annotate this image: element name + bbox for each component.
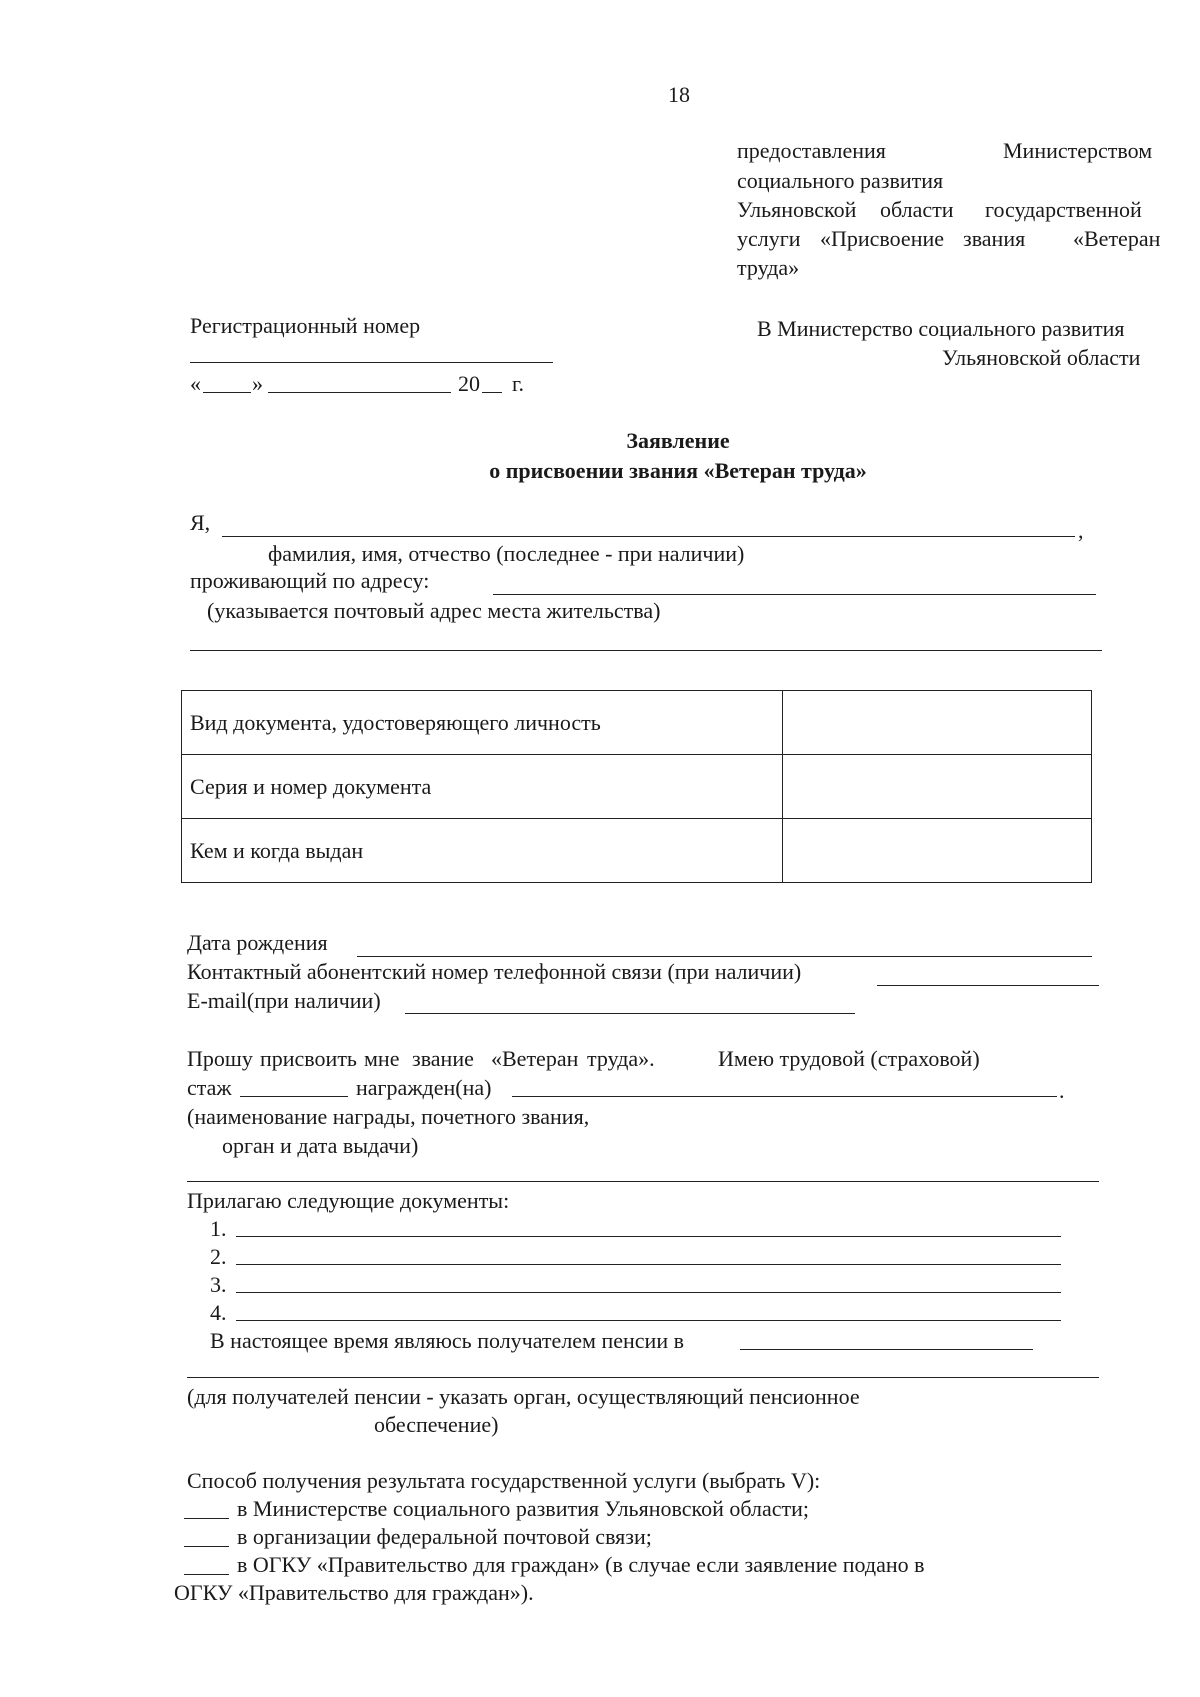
header-line4-c: звания: [963, 226, 1026, 251]
email-field[interactable]: [405, 1013, 855, 1014]
phone-label: Контактный абонентский номер телефонной связи (при наличии): [187, 959, 802, 984]
attachment-number: 2.: [210, 1244, 227, 1269]
id-doc-issued-value[interactable]: [783, 819, 1092, 883]
request-word-5: «Ветеран: [491, 1046, 579, 1071]
pension-field-continued[interactable]: [187, 1377, 1099, 1378]
addressee-line1: В Министерство социального развития: [757, 316, 1125, 341]
year-suffix: г.: [512, 371, 525, 396]
table-row: [182, 755, 1092, 819]
request-word-2: присвоить: [260, 1046, 357, 1071]
header-line3-left: Ульяновской: [737, 197, 857, 222]
delivery-option-3-continued: ОГКУ «Правительство для граждан»).: [174, 1580, 534, 1605]
award-hint-2: орган и дата выдачи): [222, 1133, 419, 1158]
award-hint-1: (наименование награды, почетного звания,: [187, 1104, 590, 1129]
attachments-label: Прилагаю следующие документы:: [187, 1188, 510, 1213]
stazh-field[interactable]: [240, 1096, 348, 1097]
attachment-number: 3.: [210, 1272, 227, 1297]
header-line4-a: услуги: [737, 226, 801, 251]
request-word-3: мне: [364, 1046, 400, 1071]
delivery-option-1: в Министерстве социального развития Ульяновской области;: [237, 1496, 809, 1521]
address-label: проживающий по адресу:: [190, 568, 430, 593]
header-line4-d: «Ветеран: [1073, 226, 1161, 251]
header-line1-left: предоставления: [737, 138, 886, 163]
delivery-label: Способ получения результата государственной услуги (выбрать V):: [187, 1468, 821, 1493]
page-number: 18: [668, 82, 690, 107]
attachment-number: 1.: [210, 1216, 227, 1241]
registration-number-field[interactable]: [190, 362, 553, 363]
attachment-field-1[interactable]: [236, 1236, 1061, 1237]
pension-hint-2: обеспечение): [374, 1412, 499, 1437]
header-line3-mid: области: [880, 197, 954, 222]
email-label: E-mail(при наличии): [187, 988, 381, 1013]
address-field-continued[interactable]: [190, 650, 1102, 651]
applicant-i-label: Я,: [190, 510, 211, 535]
phone-field[interactable]: [877, 985, 1099, 986]
applicant-fio-hint: фамилия, имя, отчество (последнее - при наличии): [268, 541, 745, 566]
address-hint: (указывается почтовый адрес места жительства): [207, 598, 661, 623]
birth-date-label: Дата рождения: [187, 930, 328, 955]
document-subtitle: о присвоении звания «Ветеран труда»: [489, 458, 867, 483]
table-row: [182, 819, 1092, 883]
request-word-6: труда».: [587, 1046, 655, 1071]
attachment-field-2[interactable]: [236, 1264, 1061, 1265]
id-doc-issued-label: Кем и когда выдан: [182, 819, 783, 883]
year-prefix: 20: [458, 371, 480, 396]
id-doc-type-label: Вид документа, удостоверяющего личность: [182, 691, 783, 755]
award-field-continued[interactable]: [187, 1181, 1099, 1182]
awarded-label: награжден(на): [356, 1075, 492, 1100]
date-open-quote: «: [190, 371, 201, 396]
id-document-table: [181, 690, 1092, 883]
date-close-quote: »: [252, 371, 263, 396]
delivery-checkbox-2[interactable]: [184, 1546, 229, 1547]
header-line5: труда»: [737, 255, 800, 280]
pension-field[interactable]: [740, 1349, 1033, 1350]
applicant-comma: ,: [1078, 518, 1084, 543]
header-line1-right: Министерством: [1003, 138, 1153, 163]
pension-hint-1: (для получателей пенсии - указать орган, осуществляющий пенсионное: [187, 1384, 860, 1409]
delivery-checkbox-1[interactable]: [184, 1518, 229, 1519]
table-row: [182, 691, 1092, 755]
header-line2: социального развития: [737, 168, 944, 193]
pension-label: В настоящее время являюсь получателем пенсии в: [210, 1328, 684, 1353]
request-word-1: Прошу: [187, 1046, 253, 1071]
attachment-field-4[interactable]: [236, 1320, 1061, 1321]
date-day-field[interactable]: [203, 392, 251, 393]
address-field[interactable]: [493, 594, 1096, 595]
date-month-field[interactable]: [268, 392, 451, 393]
delivery-option-3: в ОГКУ «Правительство для граждан» (в случае если заявление подано в: [237, 1552, 925, 1577]
year-field[interactable]: [482, 392, 502, 393]
addressee-line2: Ульяновской области: [942, 345, 1141, 370]
awarded-period: .: [1059, 1078, 1065, 1103]
birth-date-field[interactable]: [357, 956, 1092, 957]
applicant-fio-field[interactable]: [222, 536, 1075, 537]
attachment-number: 4.: [210, 1300, 227, 1325]
request-word-4: звание: [412, 1046, 474, 1071]
delivery-option-2: в организации федеральной почтовой связи;: [237, 1524, 652, 1549]
stazh-label: стаж: [187, 1075, 232, 1100]
id-doc-number-label: Серия и номер документа: [182, 755, 783, 819]
header-line4-b: «Присвоение: [820, 226, 945, 251]
document-title: Заявление: [626, 428, 730, 453]
header-line3-right: государственной: [985, 197, 1142, 222]
id-doc-number-value[interactable]: [783, 755, 1092, 819]
awarded-field[interactable]: [512, 1096, 1057, 1097]
registration-label: Регистрационный номер: [190, 313, 421, 338]
id-doc-type-value[interactable]: [783, 691, 1092, 755]
attachment-field-3[interactable]: [236, 1292, 1061, 1293]
request-word-7: Имею трудовой (страховой): [718, 1046, 980, 1071]
delivery-checkbox-3[interactable]: [184, 1574, 229, 1575]
